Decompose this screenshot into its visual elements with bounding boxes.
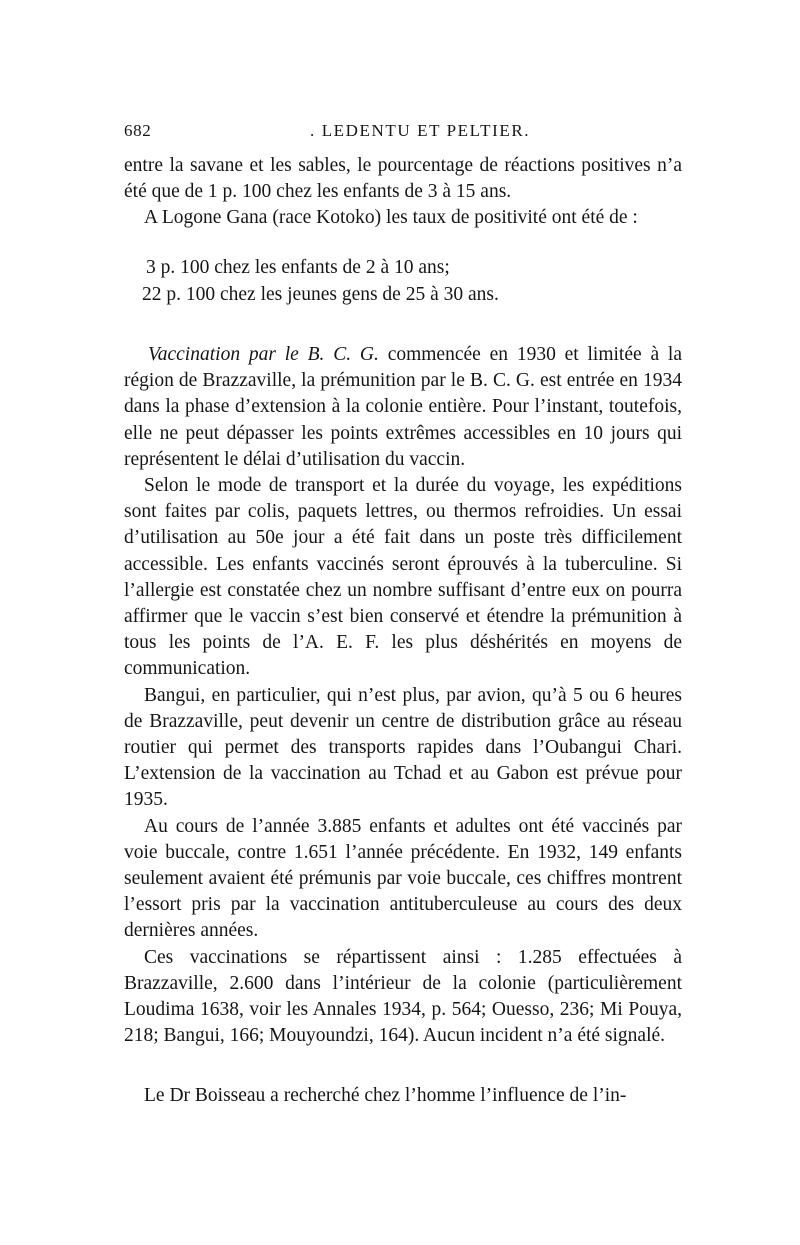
rate-line-young-people: 22 p. 100 chez les jeunes gens de 25 à 30 ans. — [142, 283, 499, 305]
paragraph-distribution: Ces vaccinations se répartissent ainsi : 1.285 effectuées à Brazzaville, 2.600 dans l’intérieur de la colonie (particulièrement Loudima 1638, voir les Annales 1934, p. 564; Ouesso, 236; Mi Pouya, 218; Bangui, 166; Mouyoundzi, 164). Aucun incident n’a été signalé. — [124, 946, 682, 1047]
page-number: 682 — [124, 121, 152, 140]
paragraph-savane: entre la savane et les sables, le pourcentage de réactions positives n’a été que de 1 p. 100 chez les enfants de 3 à 15 ans. — [124, 155, 682, 203]
intro-paragraphs — [124, 153, 682, 232]
vaccination-section — [124, 342, 682, 1049]
section-lead-title: Vaccination par le B. C. G. — [148, 344, 379, 365]
rate-line-children: 3 p. 100 chez les enfants de 2 à 10 ans; — [146, 257, 450, 278]
paragraph-annual-count: Au cours de l’année 3.885 enfants et adultes ont été vaccinés par voie buccale, contre 1.651 l’année précédente. En 1932, 149 enfants seulement avaient été prémunis par voie buccale, ces chiffres montrent l’essort pris par la vaccination antituberculeuse au cours des deux dernières années. — [124, 815, 682, 942]
paragraph-transport: Selon le mode de transport et la durée du voyage, les expéditions sont faites par colis, paquets lettres, ou thermos refroidies. Un essai d’utilisation au 50e jour a été fait dans un poste très difficilement accessible. Les enfants vaccinés seront éprouvés à la tuberculine. Si l’allergie est constatée chez un nombre suffisant d’entre eux on pourra affirmer que le vaccin s’est bien conservé et étendre la prémunition à tous les points de l’A. E. F. les plus déshérités en moyens de communication. — [124, 475, 682, 680]
paragraph-bangui: Bangui, en particulier, qui n’est plus, par avion, qu’à 5 ou 6 heures de Brazzaville, peut devenir un centre de distribution grâce au réseau routier qui permet des transports rapides dans l’Oubangui Chari. L’extension de la vaccination au Tchad et au Gabon est prévue pour 1935. — [124, 684, 682, 811]
paragraph-vaccination-bcg-text: commencée en 1930 et limitée à la région de Brazzaville, la prémunition par le B. C. G. est entrée en 1934 dans la phase d’extension à la colonie entière. Pour l’instant, toutefois, elle ne peut dépasser les points extrêmes accessibles en 10 jours qui représentent le délai d’utilisation du vaccin. — [124, 344, 682, 470]
running-title: . LEDENTU ET PELTIER. — [310, 121, 531, 140]
paragraph-logone-gana: A Logone Gana (race Kotoko) les taux de positivité ont été de : — [144, 207, 638, 229]
positivity-rates-list — [142, 255, 666, 308]
paragraph-vaccination-bcg — [124, 342, 682, 473]
paragraph-boisseau: Le Dr Boisseau a recherché chez l’homme l’influence de l’in- — [144, 1085, 627, 1106]
page-header — [124, 121, 682, 145]
